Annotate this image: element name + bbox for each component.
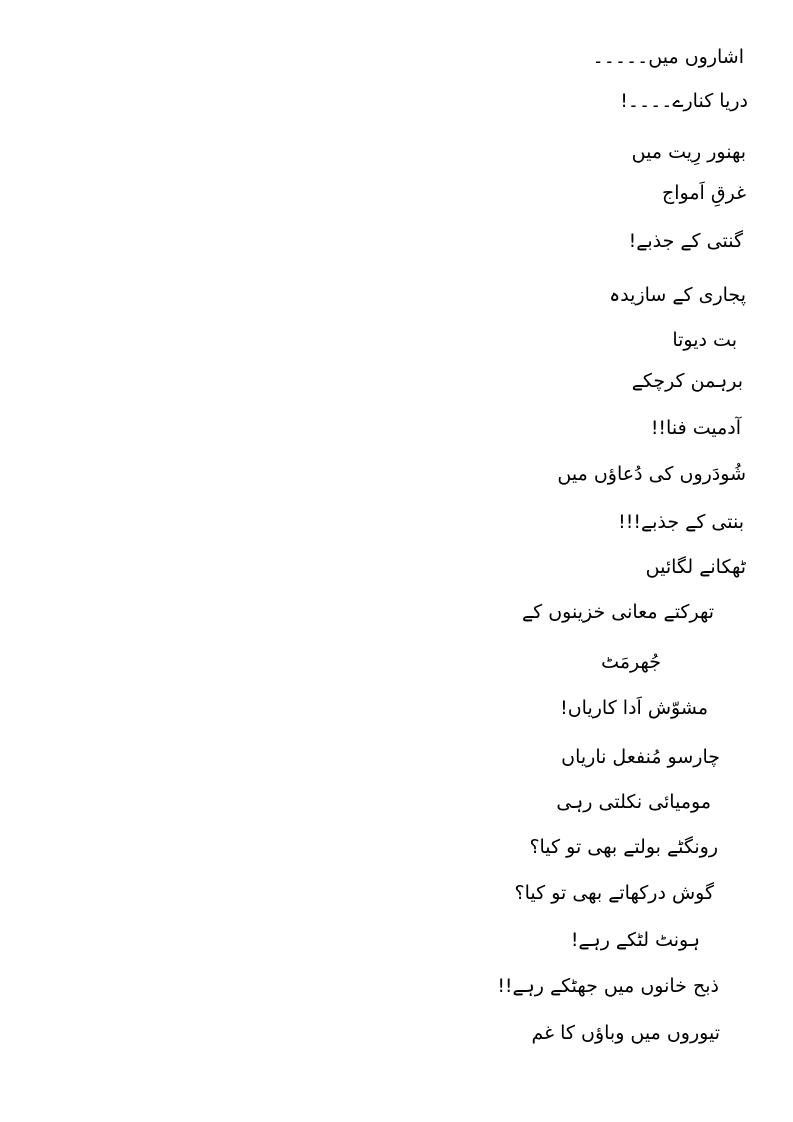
poem-line: گنتی کے جذبے! <box>628 230 743 252</box>
poem-line: اشاروں میں۔۔۔۔۔ <box>592 46 744 68</box>
poem-line: آدمیت فنا!! <box>650 417 741 439</box>
poem-line: ہونٹ لٹکے رہے! <box>570 929 700 951</box>
poem-line: رونگٹے بولتے بھی تو کیا؟ <box>529 836 718 858</box>
poem-line: پجاری کے سازیدہ <box>609 284 746 306</box>
poem-line: مومیائی نکلتی رہی <box>556 791 711 813</box>
poem-line: ٹھکانے لگائیں <box>645 556 746 578</box>
poem-line: تیوروں میں وباؤں کا غم <box>531 1022 720 1044</box>
poem-line: مشوّش اَدا کاریاں! <box>560 697 708 719</box>
poem-line: چارسو مُنفعل ناریاں <box>561 746 720 768</box>
poem-line: ذبح خانوں میں جھٹکے رہے!! <box>497 975 719 997</box>
poem-line: تھرکتے معانی خزینوں کے <box>521 601 714 623</box>
poem-line: جُھرمَٹ <box>601 651 661 673</box>
poem-line: بھنور رِیت میں <box>631 141 746 163</box>
poem-line: شُودَروں کی دُعاؤں میں <box>557 463 746 485</box>
poem-line: بنتی کے جذبے!!! <box>618 511 744 533</box>
poem-line: غرقِ اَمواج <box>661 182 746 204</box>
poem-line: دریا کنارے۔۔۔۔! <box>620 90 748 112</box>
poem-line: گوش درکھاتے بھی تو کیا؟ <box>514 882 714 904</box>
poem-line: برہمن کرچکے <box>631 370 743 392</box>
poem-line: بت دیوتا <box>672 329 737 351</box>
